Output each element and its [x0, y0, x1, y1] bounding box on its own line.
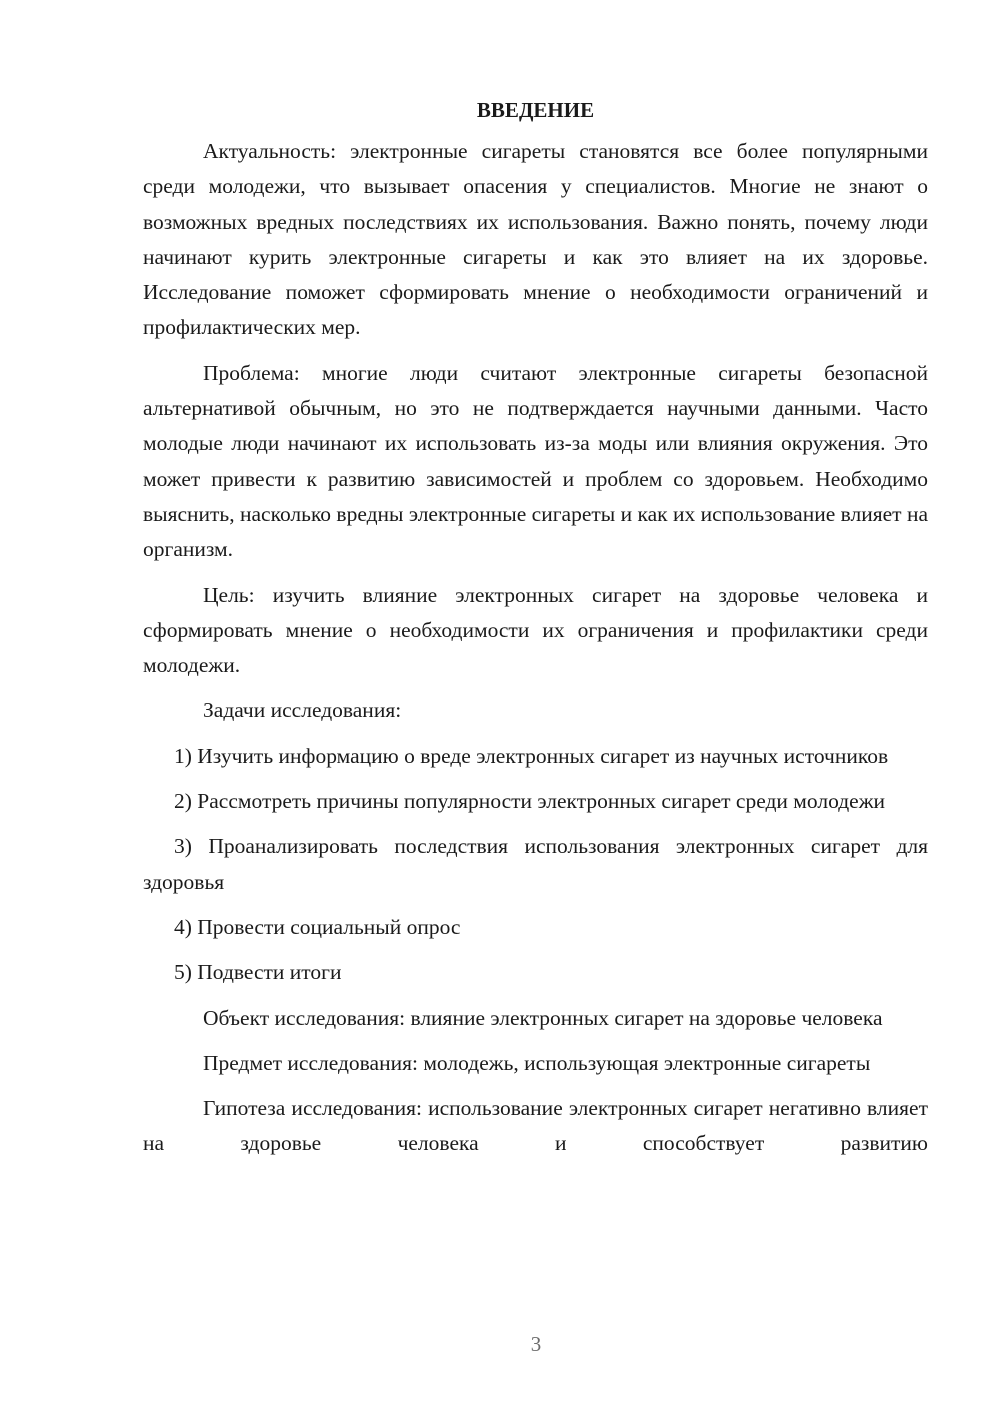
- task-item-5: 5) Подвести итоги: [174, 960, 342, 985]
- object-paragraph: Объект исследования: влияние электронных сигарет на здоровье человека: [203, 1005, 883, 1030]
- goal-paragraph: Цель: изучить влияние электронных сигарет на здоровье человека и сформировать мнение о необходимости их ограничения и профилактики среди молодежи.: [143, 582, 928, 678]
- problem-paragraph: Проблема: многие люди считают электронные сигареты безопасной альтернативой обычным, но это не подтверждается научными данными. Часто молодые люди начинают их использовать из-за моды или влияния окружения. Это может привести к развитию зависимостей и проблем со здоровьем. Необходимо выяснить, насколько вредны электронные сигареты и как их использование влияет на организм.: [143, 360, 928, 562]
- relevance-paragraph: Актуальность: электронные сигареты становятся все более популярными среди молодежи, что вызывает опасения у специалистов. Многие не знают о возможных вредных последствиях их использования. Важно понять, почему люди начинают курить электронные сигареты и как это влияет на их здоровье. Исследование поможет сформировать мнение о необходимости ограничений и профилактических мер.: [143, 139, 928, 340]
- tasks-heading: Задачи исследования:: [203, 698, 402, 723]
- page-number: 3: [530, 1332, 542, 1356]
- section-heading: ВВЕДЕНИЕ: [476, 98, 595, 122]
- task-item-1: 1) Изучить информацию о вреде электронных сигарет из научных источников: [174, 743, 889, 768]
- task-item-2: 2) Рассмотреть причины популярности электронных сигарет среди молодежи: [174, 789, 886, 814]
- subject-paragraph: Предмет исследования: молодежь, использующая электронные сигареты: [203, 1050, 871, 1075]
- task-item-4: 4) Провести социальный опрос: [174, 914, 461, 939]
- task-item-3: 3) Проанализировать последствия использования электронных сигарет для здоровья: [143, 834, 928, 894]
- document-page: [143, 92, 928, 1162]
- hypothesis-paragraph: Гипотеза исследования: использование электронных сигарет негативно влияет на здоровье человека и способствует развитию: [143, 1096, 928, 1156]
